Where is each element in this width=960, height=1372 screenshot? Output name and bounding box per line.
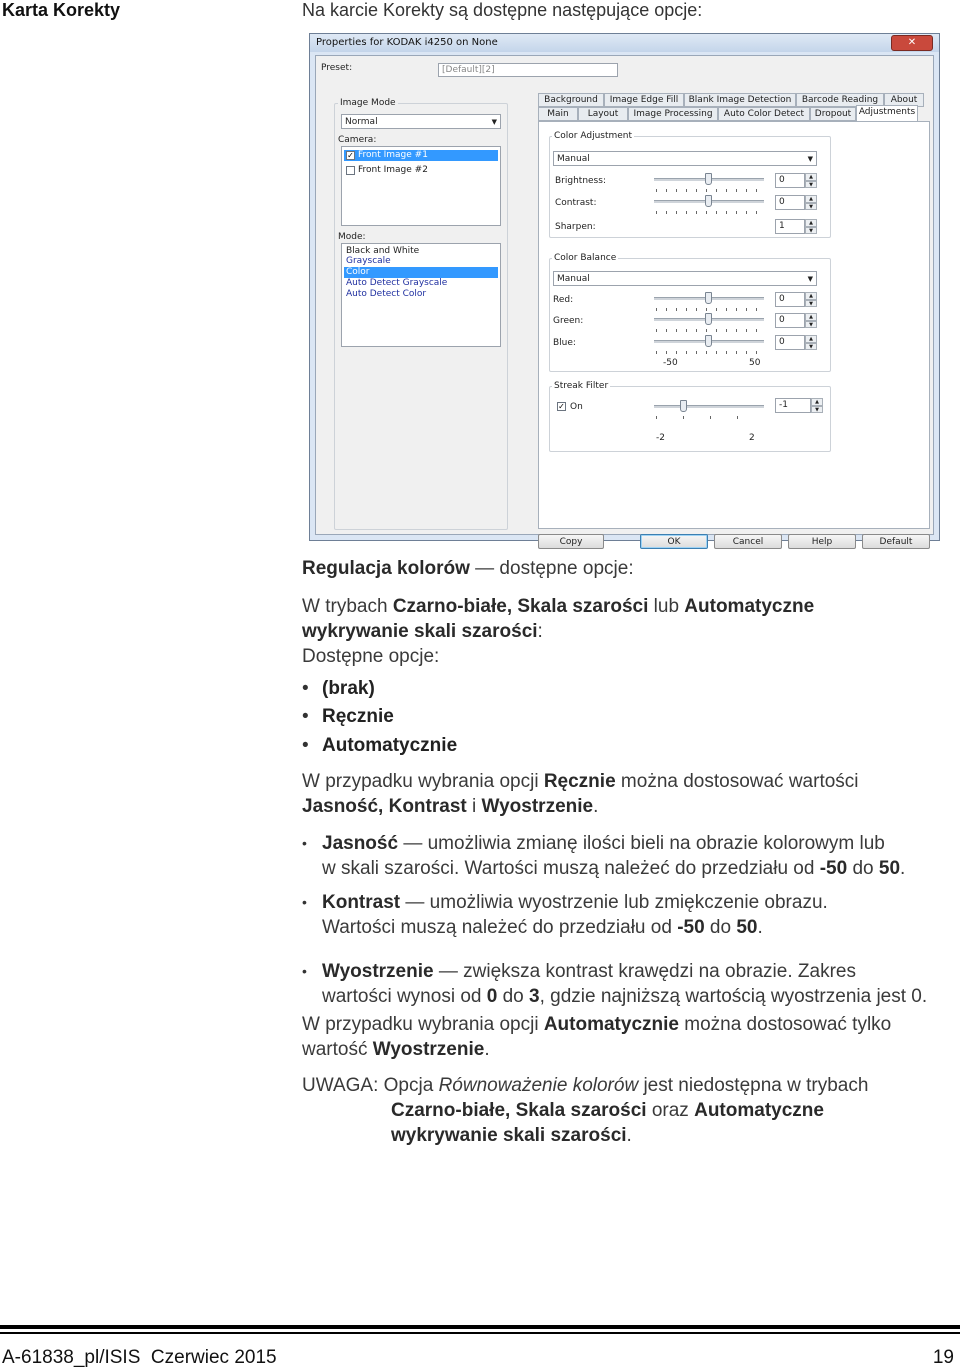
text-bold: Wyostrzenie [372,1039,485,1060]
text: — umożliwia zmianę ilości bieli na obrazie kolorowym lub [398,833,885,854]
mode-item[interactable]: Auto Detect Grayscale [346,278,448,288]
bullet-icon: • [302,963,307,979]
text-bold: Wyostrzenie [481,796,594,817]
text: W przypadku wybrania opcji [302,1014,544,1035]
option-label: Ręcznie [322,706,394,727]
text: do [497,986,530,1007]
sharpen-label: Sharpen: [555,222,596,232]
section-title: Karta Korekty [2,0,121,20]
footer-rule [0,1332,960,1334]
color-balance-label: Color Balance [554,253,617,263]
text: Wartości muszą należeć do przedziału od [322,917,678,938]
properties-dialog [309,33,940,547]
heading-rest: — dostępne opcje: [469,558,634,579]
spin-up-icon[interactable]: ▲ [805,173,817,181]
mode-list[interactable] [341,243,501,347]
red-field[interactable]: 0 [775,292,805,307]
text: lub [648,596,685,617]
dialog-titlebar [310,34,939,52]
green-label: Green: [553,316,584,326]
streak-field[interactable]: -1 [775,398,811,413]
mode-label: Mode: [338,232,366,242]
color-balance-combo[interactable] [553,271,817,286]
tab-image-edge-fill[interactable]: Image Edge Fill [604,93,684,107]
text-bold: Ręcznie [543,771,616,792]
tab-layout[interactable]: Layout [578,107,628,121]
close-icon[interactable]: ✕ [891,35,933,51]
camera-item-2[interactable] [344,165,498,176]
term: Kontrast [322,892,401,913]
bullet-icon: • [302,835,307,851]
text: : [537,621,543,642]
intro-text: Na karcie Korekty są dostępne następujące opcje: [302,0,703,20]
text: do [847,858,879,879]
checkbox-icon[interactable] [346,166,355,175]
option-manual [322,704,394,729]
text: W trybach [302,596,393,617]
red-ticks [656,308,764,311]
text: można dostosować tylko [678,1014,892,1035]
contrast-slider-thumb[interactable] [705,195,712,207]
tab-dropout[interactable]: Dropout [810,107,856,121]
spin-up-icon[interactable]: ▲ [805,313,817,321]
note [302,1073,958,1148]
spin-up-icon[interactable]: ▲ [805,195,817,203]
spin-up-icon[interactable]: ▲ [811,398,823,406]
term: Jasność [322,833,399,854]
text-bold: Automatyczne [694,1100,824,1121]
text: w skali szarości. Wartości muszą należeć do przedziału od [322,858,820,879]
text: wartości wynosi od [322,986,487,1007]
option-none [322,676,375,701]
text-bold: wykrywanie skali szarości [391,1125,627,1146]
spin-up-icon[interactable]: ▲ [805,335,817,343]
chevron-down-icon: ▼ [807,275,813,283]
color-adjustment-label: Color Adjustment [554,131,633,141]
sharpen-field[interactable]: 1 [775,219,805,234]
text: jest niedostępna w trybach [638,1075,869,1096]
available-options: Dostępne opcje: [302,646,440,667]
value: 50 [736,917,758,938]
tab-main[interactable]: Main [538,107,578,121]
text: W przypadku wybrania opcji [302,771,544,792]
help-button[interactable]: Help [788,534,856,549]
adjustments-page [538,121,930,529]
image-mode-combo[interactable] [341,114,501,129]
text-bold: Czarno-białe, Skala szarości [392,596,649,617]
auto-paragraph [302,1012,958,1062]
dialog-client [315,55,934,547]
tab-adjustments[interactable]: Adjustments [856,105,918,122]
text: do [704,917,737,938]
streak-slider-track[interactable] [654,405,764,408]
streak-ticks [656,416,764,419]
tab-background[interactable]: Background [538,93,604,107]
preset-label: Preset: [321,63,353,73]
value: -50 [677,917,705,938]
red-slider-thumb[interactable] [705,292,712,304]
value: 50 [878,858,901,879]
contrast-ticks [656,211,764,214]
text: . [484,1039,490,1060]
text-italic: Równoważenie kolorów [438,1075,639,1096]
green-field[interactable]: 0 [775,313,805,328]
mode-item-selected[interactable]: Color [344,267,498,278]
spin-down-icon[interactable]: ▼ [805,181,817,188]
checkbox-checked-icon[interactable]: ✓ [558,402,565,411]
sharpen-description [322,959,960,1009]
red-label: Red: [553,295,574,305]
checkbox-checked-icon[interactable]: ✓ [347,151,354,160]
manual-paragraph [302,769,952,819]
brightness-field[interactable]: 0 [775,173,805,188]
note-label: UWAGA: [302,1075,379,1096]
brightness-label: Brightness: [555,176,606,186]
camera-item-label: Front Image #1 [358,150,428,160]
dialog-title: Properties for KODAK i4250 on None [316,37,498,48]
spin-down-icon[interactable]: ▼ [811,406,823,413]
default-button[interactable]: Default [862,534,930,549]
color-adjustment-mode: Manual [557,154,590,164]
bullet-icon: • [302,678,309,699]
streak-on-label: On [570,402,583,412]
modes-paragraph [302,594,952,669]
camera-label: Camera: [338,135,377,145]
mode-item[interactable]: Grayscale [346,256,391,266]
camera-item-label: Front Image #2 [358,165,428,175]
value: 3 [529,986,540,1007]
footer-rule [0,1325,960,1329]
green-ticks [656,329,764,332]
streak-min-label: -2 [656,433,665,443]
streak-max-label: 2 [749,433,755,443]
contrast-description [322,890,958,940]
spin-down-icon[interactable]: ▼ [805,343,817,350]
brightness-ticks [656,189,764,192]
text: i [466,796,482,817]
option-label: Automatycznie [322,735,458,756]
spin-down-icon[interactable]: ▼ [805,203,817,210]
blue-field[interactable]: 0 [775,335,805,350]
text: . [626,1125,632,1146]
spin-down-icon[interactable]: ▼ [805,227,817,234]
text-bold: Jasność, Kontrast [302,796,467,817]
color-balance-mode: Manual [557,274,590,284]
spin-down-icon[interactable]: ▼ [805,321,817,328]
footer-doc-id: A-61838_pl/ISIS Czerwiec 2015 [2,1347,277,1368]
chevron-down-icon: ▼ [807,155,813,163]
text: oraz [646,1100,695,1121]
contrast-field[interactable]: 0 [775,195,805,210]
brightness-slider-thumb[interactable] [705,173,712,185]
tab-about[interactable]: About [884,93,924,107]
camera-list[interactable] [341,146,501,226]
preset-field[interactable]: [Default][2] [438,63,618,77]
tab-blank-image-detection[interactable]: Blank Image Detection [684,93,796,107]
color-adjustment-combo[interactable] [553,151,817,166]
ok-button[interactable]: OK [640,534,708,549]
image-mode-value: Normal [345,117,378,127]
blue-ticks [656,351,764,354]
streak-slider-thumb[interactable] [680,400,687,412]
heading-bold: Regulacja kolorów [302,558,470,579]
text-bold: Automatyczne [684,596,815,617]
text: . [593,796,599,817]
value: 0 [486,986,498,1007]
blue-label: Blue: [553,338,576,348]
brightness-description [322,831,958,881]
tab-barcode-reading[interactable]: Barcode Reading [796,93,884,107]
camera-item-1[interactable] [344,150,498,161]
text: Opcja [378,1075,439,1096]
balance-max-label: 50 [749,358,761,368]
text: , gdzie najniższą wartością wyostrzenia jest 0. [539,986,928,1007]
text: — umożliwia wyostrzenie lub zmiękczenie obrazu. [400,892,828,913]
page-number: 19 [932,1347,954,1368]
mode-item[interactable]: Auto Detect Color [346,289,427,299]
text-bold: Automatycznie [543,1014,679,1035]
option-auto [322,733,457,758]
text: . [900,858,906,879]
text: wartość [302,1039,373,1060]
text-bold: Czarno-białe, Skala szarości [391,1100,647,1121]
bullet-icon: • [302,706,309,727]
heading [302,556,634,581]
mode-item[interactable]: Black and White [346,246,420,256]
blue-slider-thumb[interactable] [705,335,712,347]
spin-up-icon[interactable]: ▲ [805,292,817,300]
option-label: (brak) [322,678,375,699]
spin-down-icon[interactable]: ▼ [805,300,817,307]
copy-button[interactable]: Copy [538,534,604,549]
streak-filter-group [549,386,831,452]
text: . [757,917,763,938]
balance-min-label: -50 [663,358,678,368]
value: -50 [819,858,848,879]
text: można dostosować wartości [615,771,859,792]
bullet-icon: • [302,735,309,756]
green-slider-thumb[interactable] [705,313,712,325]
bullet-icon: • [302,894,307,910]
cancel-button[interactable]: Cancel [714,534,782,549]
streak-filter-label: Streak Filter [554,381,609,391]
text-bold: wykrywanie skali szarości [302,621,538,642]
tab-auto-color-detect[interactable]: Auto Color Detect [718,107,810,121]
term: Wyostrzenie [322,961,434,982]
spin-up-icon[interactable]: ▲ [805,219,817,227]
chevron-down-icon: ▼ [491,118,497,126]
image-mode-label: Image Mode [340,98,396,108]
contrast-label: Contrast: [555,198,597,208]
text: — zwiększa kontrast krawędzi na obrazie. Zakres [433,961,856,982]
tab-image-processing[interactable]: Image Processing [628,107,718,121]
